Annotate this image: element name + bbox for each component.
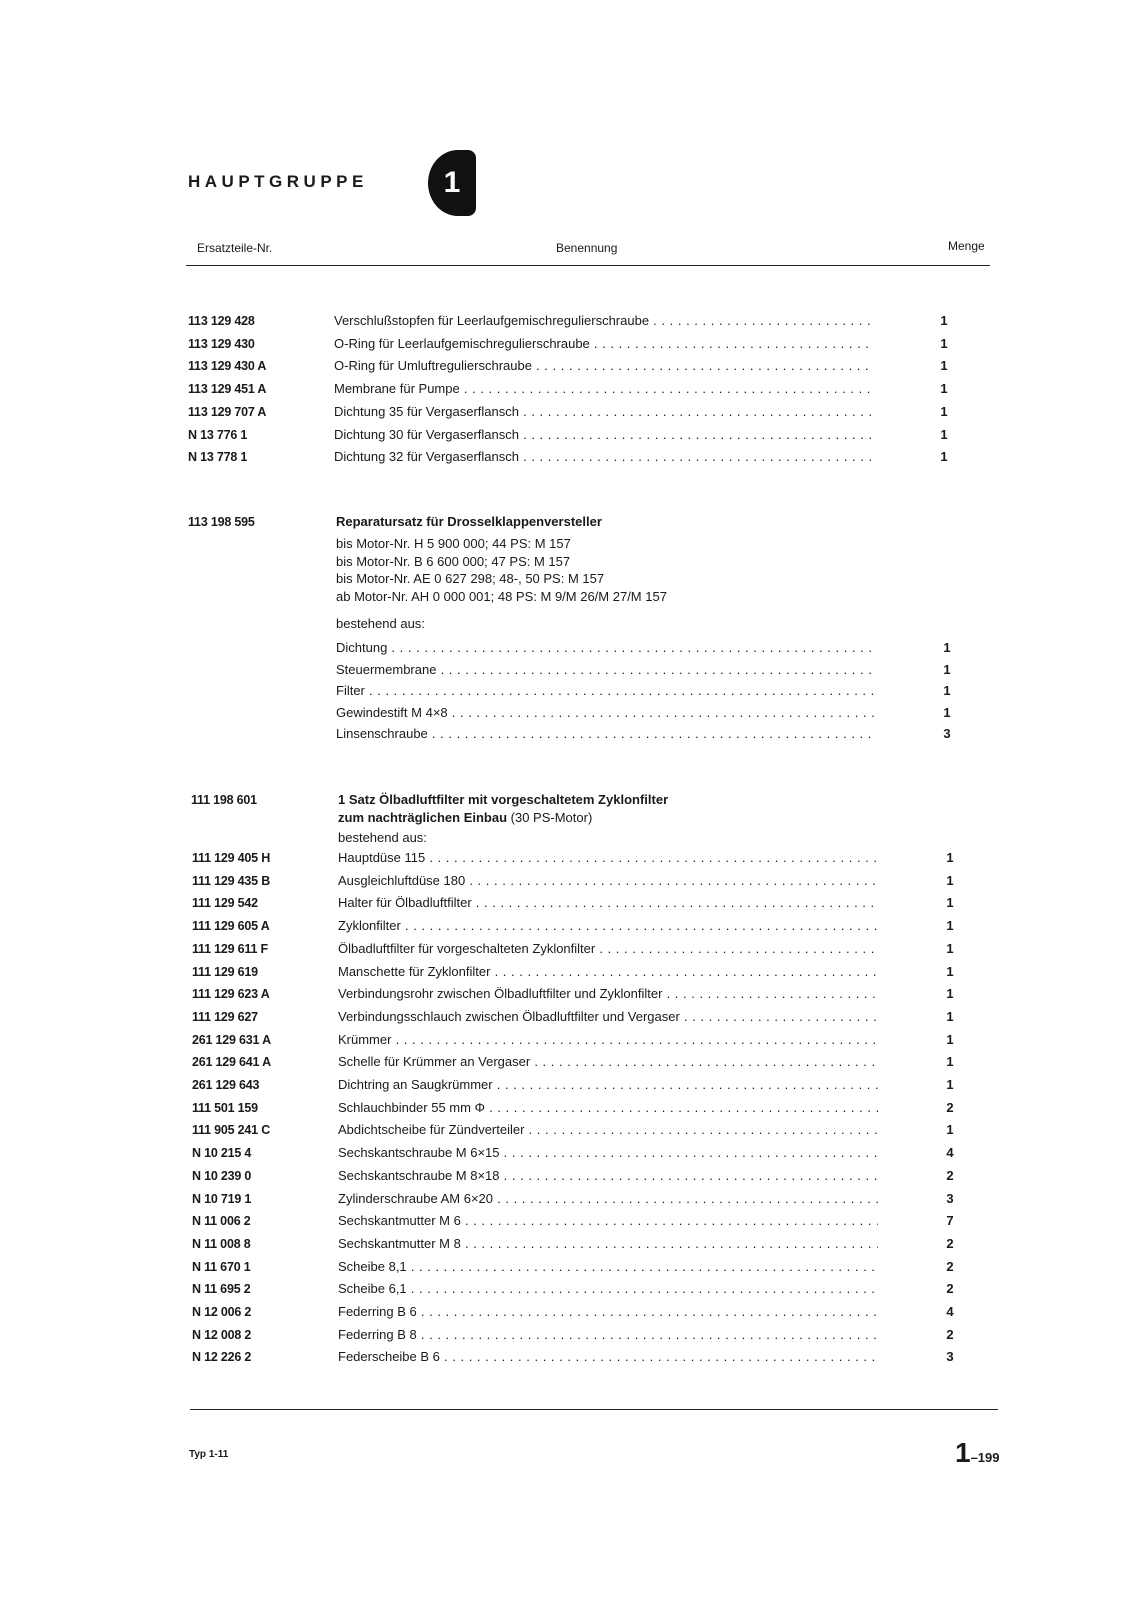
part-quantity: 1 [943,683,951,698]
part-number: 111 129 435 B [192,873,271,888]
part-number: 111 129 605 A [192,919,270,934]
table-row [0,790,1133,810]
part-description: Hauptdüse 115 . . . [338,848,878,868]
table-row [0,1325,1133,1345]
part-number: 111 129 627 [192,1009,258,1024]
table-row [0,1189,1133,1209]
part-number: 111 501 159 [192,1100,258,1115]
part-description: Zylinderschraube AM 6×20 . . . [338,1189,878,1209]
part-number: 111 129 405 H [192,851,271,865]
part-number: N 10 239 0 [192,1168,252,1183]
table-row [0,1302,1133,1322]
table-row [0,356,1133,376]
part-quantity: 1 [946,1077,954,1092]
part-description: Gewindestift M 4×8 . . . [336,703,874,723]
part-number: N 10 215 4 [192,1146,252,1161]
part-quantity: 1 [946,895,954,911]
part-number: N 12 226 2 [192,1350,252,1365]
table-row [0,1347,1133,1367]
part-quantity: 1 [943,640,951,655]
part-quantity: 1 [946,1008,954,1024]
part-description: Filter . . . [336,681,874,701]
part-quantity: 1 [943,661,951,677]
part-description: Abdichtscheibe für Zündverteiler . . . [338,1120,878,1140]
part-description: Sechskantschraube M 6×15 . . . [338,1143,878,1163]
part-quantity: 7 [946,1213,954,1229]
table-row [0,1234,1133,1254]
table-row [0,587,1133,607]
part-description: Ausgleichluftdüse 180 . . . [338,871,878,891]
part-quantity: 1 [946,986,954,1002]
table-row [0,1279,1133,1299]
table-row [0,447,1133,467]
column-header-quantity: Menge [948,239,985,253]
part-number: N 13 776 1 [188,427,248,442]
kit-note: bis Motor-Nr. B 6 600 000; 47 PS: M 157 [336,553,571,569]
part-number: 113 129 707 A [188,404,267,419]
table-row [0,614,1133,634]
part-quantity: 1 [940,335,948,351]
part-number: 113 129 430 A [188,359,267,374]
part-quantity: 1 [946,918,954,934]
part-number: 111 129 542 [192,896,258,911]
table-row [0,425,1133,445]
kit-note: bis Motor-Nr. AE 0 627 298; 48-, 50 PS: M 157 [336,571,605,587]
part-description: Scheibe 8,1 . . . [338,1257,878,1277]
table-row [0,893,1133,913]
table-row [0,334,1133,354]
part-quantity: 1 [940,449,948,465]
part-description: Dichtung . . . [336,638,874,658]
table-row [0,379,1133,399]
kit-part-number: 113 198 595 [188,515,255,529]
part-description: Krümmer . . . [338,1030,878,1050]
part-description: Sechskantschraube M 8×18 . . . [338,1166,878,1186]
column-header-description: Benennung [556,241,618,255]
part-quantity: 1 [946,1031,954,1047]
group-title: HAUPTGRUPPE [188,172,368,191]
part-number: 261 129 631 A [192,1032,271,1047]
kit-consisting-label: bestehend aus: [336,616,425,631]
table-row [0,939,1133,959]
table-row [0,1143,1133,1163]
part-description: Dichtring an Saugkrümmer . . . [338,1075,878,1095]
part-quantity: 4 [946,1304,954,1319]
part-description: Federring B 6 . . . [338,1302,878,1322]
part-description: O-Ring für Umluftregulierschraube . . . [334,356,872,376]
part-description: Schlauchbinder 55 mm Φ . . . [338,1098,878,1118]
table-row [0,916,1133,936]
part-description: Verbindungsrohr zwischen Ölbadluftfilter und Zyklonfilter . . . [338,984,878,1004]
part-quantity: 1 [940,426,948,442]
part-number: N 12 008 2 [192,1327,252,1342]
part-quantity: 1 [946,1122,954,1138]
part-number: 111 905 241 C [192,1123,271,1138]
table-row [0,828,1133,848]
table-row [0,311,1133,331]
part-quantity: 1 [943,704,951,720]
table-row [0,1075,1133,1095]
part-quantity: 2 [946,1258,954,1274]
page-number [955,1437,1000,1469]
part-quantity: 2 [946,1326,954,1342]
part-number: N 10 719 1 [192,1191,252,1206]
group-number-badge: 1 [428,150,476,216]
table-row [0,1211,1133,1231]
table-row [0,703,1133,723]
part-quantity: 4 [946,1145,954,1161]
part-number: N 11 008 8 [192,1236,251,1251]
table-row [0,1030,1133,1050]
part-quantity: 1 [946,963,954,979]
model-type-label: Typ 1-11 [189,1449,229,1460]
part-description: Halter für Ölbadluftfilter . . . [338,893,878,913]
part-number: 111 129 619 [192,964,258,979]
table-row [0,848,1133,868]
part-quantity: 2 [946,1099,954,1115]
part-quantity: 3 [946,1190,954,1206]
part-number: N 11 006 2 [192,1214,251,1229]
part-description: Federscheibe B 6 . . . [338,1347,878,1367]
part-description: Ölbadluftfilter für vorgeschalteten Zyklonfilter . . . [338,939,878,959]
part-description: Zyklonfilter . . . [338,916,878,936]
part-quantity: 3 [943,726,951,741]
part-number: 261 129 643 [192,1078,260,1092]
part-number: 111 129 623 A [192,987,270,1002]
kit-title: 1 Satz Ölbadluftfilter mit vorgeschaltetem Zyklonfilter [338,792,669,807]
kit-part-number: 111 198 601 [191,793,257,807]
table-row [0,638,1133,658]
part-description: Dichtung 32 für Vergaserflansch . . . [334,447,872,467]
part-quantity: 1 [940,313,948,328]
part-description: Scheibe 6,1 . . . [338,1279,878,1299]
part-quantity: 2 [946,1281,954,1297]
kit-note: ab Motor-Nr. AH 0 000 001; 48 PS: M 9/M 26/M 27/M 157 [336,589,667,605]
table-row [0,681,1133,701]
table-row [0,660,1133,680]
kit-subtitle-note: (30 PS-Motor) [507,810,593,825]
part-number: 113 129 451 A [188,382,267,397]
part-quantity: 1 [946,940,954,956]
part-number: N 11 670 1 [192,1259,251,1274]
part-number: N 12 006 2 [192,1305,252,1319]
part-description: Sechskantmutter M 8 . . . [338,1234,878,1254]
part-description: Verschlußstopfen für Leerlaufgemischregulierschraube . . . [334,311,872,331]
part-description: Steuermembrane . . . [336,660,874,680]
part-description: Dichtung 30 für Vergaserflansch . . . [334,425,872,445]
part-description: Schelle für Krümmer an Vergaser . . . [338,1052,878,1072]
part-description: Federring B 8 . . . [338,1325,878,1345]
part-number: 113 129 428 [188,314,255,328]
part-quantity: 1 [946,1054,954,1070]
table-row [0,512,1133,532]
kit-title: Reparatursatz für Drosselklappenversteller [336,514,602,529]
part-number: 113 129 430 [188,336,255,351]
kit-subtitle [338,808,592,828]
part-number: N 11 695 2 [192,1282,251,1297]
part-quantity: 3 [946,1349,954,1365]
table-row [0,1257,1133,1277]
part-quantity: 1 [940,403,948,419]
part-description: Sechskantmutter M 6 . . . [338,1211,878,1231]
part-quantity: 2 [946,1235,954,1251]
table-row [0,1098,1133,1118]
part-quantity: 2 [946,1167,954,1183]
footer-rule [190,1409,998,1410]
part-description: Manschette für Zyklonfilter . . . [338,962,878,982]
kit-note: bis Motor-Nr. H 5 900 000; 44 PS: M 157 [336,536,571,551]
part-quantity: 1 [940,358,948,374]
part-quantity: 1 [946,872,954,888]
part-description: Dichtung 35 für Vergaserflansch . . . [334,402,872,422]
part-number: 261 129 641 A [192,1055,271,1070]
table-row [0,724,1133,744]
column-header-part-number: Ersatzteile-Nr. [197,241,273,255]
table-row [0,1052,1133,1072]
kit-consisting-label: bestehend aus: [338,830,427,845]
table-row [0,1120,1133,1140]
part-description: Verbindungsschlauch zwischen Ölbadluftfilter und Vergaser . . . [338,1007,878,1027]
table-row [0,1166,1133,1186]
part-quantity: 1 [946,850,954,865]
table-row [0,962,1133,982]
part-number: 111 129 611 F [192,941,268,956]
table-row [0,808,1133,828]
part-quantity: 1 [940,381,948,397]
part-description: O-Ring für Leerlaufgemischregulierschraube . . . [334,334,872,354]
header-rule [186,265,990,266]
table-row [0,402,1133,422]
kit-subtitle-main: zum nachträglichen Einbau [338,810,508,825]
table-row [0,1007,1133,1027]
table-row [0,984,1133,1004]
page-group-number: 1 [955,1437,971,1468]
page-sequence-number: –199 [970,1450,1000,1465]
part-number: N 13 778 1 [188,450,248,465]
table-row [0,871,1133,891]
part-description: Membrane für Pumpe . . . [334,379,872,399]
part-description: Linsenschraube . . . [336,724,874,744]
